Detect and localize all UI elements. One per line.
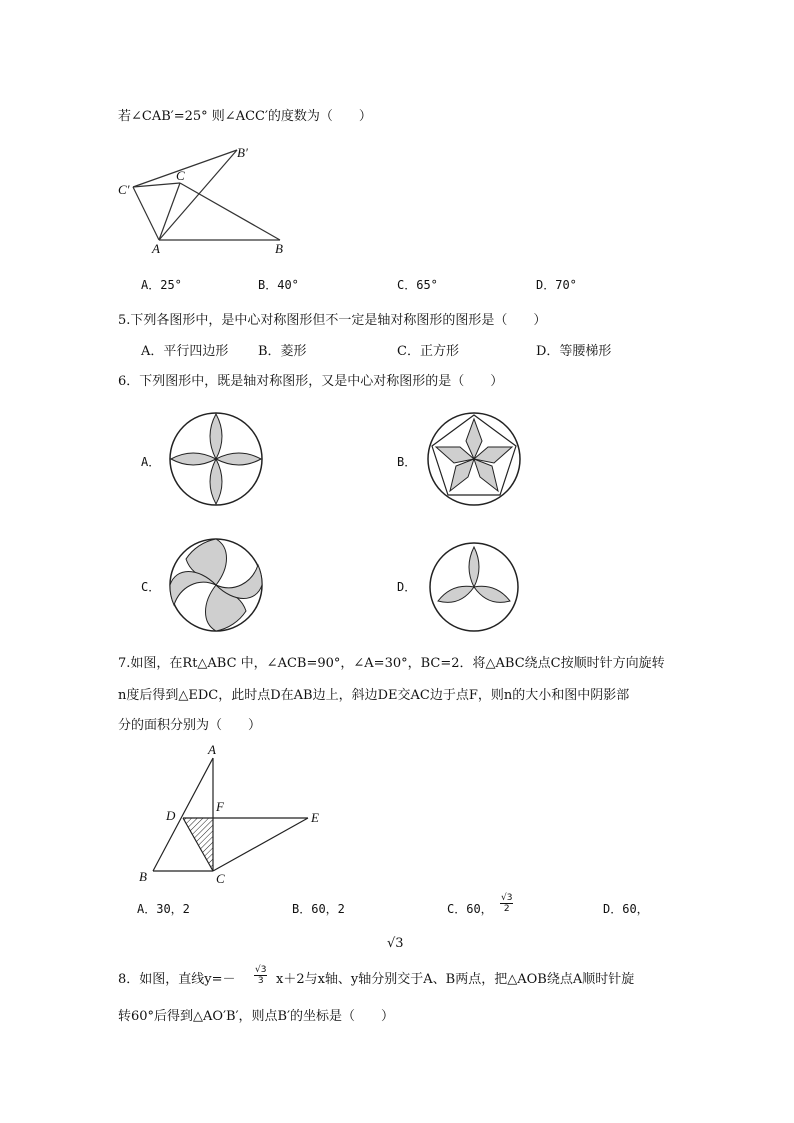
q4-option-c[interactable]: C．65° bbox=[397, 278, 438, 292]
q5-option-a[interactable]: A．平行四边形 bbox=[141, 344, 229, 359]
q6-figure-c-swirl[interactable] bbox=[168, 537, 264, 633]
q4-label-b: B bbox=[275, 241, 283, 256]
q6-figure-b-pentagon-star[interactable] bbox=[426, 411, 522, 507]
q7-stem-line-2: n度后得到△EDC，此时点D在AB边上，斜边DE交AC边于点F，则n的大小和图中阴影部 bbox=[118, 688, 630, 703]
q8-slope-fraction bbox=[254, 965, 267, 986]
q7-stem-line-3: 分的面积分别为（ ） bbox=[118, 718, 262, 733]
q4-option-a[interactable]: A．25° bbox=[141, 278, 182, 292]
q4-label-a: A bbox=[152, 241, 160, 256]
q8-stem-pre: 8．如图，直线y=－ bbox=[118, 972, 236, 987]
q7-label-b: B bbox=[139, 869, 147, 884]
q7-option-d[interactable]: D．60， bbox=[603, 902, 649, 916]
q7-label-a: A bbox=[208, 742, 216, 757]
q8-slope-denominator: 3 bbox=[257, 976, 264, 986]
q8-stem-line-2: 转60°后得到△AO′B′，则点B′的坐标是（ ） bbox=[118, 1009, 395, 1024]
q6-option-c-label[interactable]: C． bbox=[141, 580, 161, 594]
q7-option-c[interactable]: C．60， bbox=[447, 902, 493, 916]
q7-option-c-numerator: √3 bbox=[501, 893, 513, 903]
q4-label-c-prime: C′ bbox=[118, 182, 130, 197]
q5-option-d[interactable]: D．等腰梯形 bbox=[536, 344, 612, 359]
q8-slope-numerator: √3 bbox=[255, 965, 267, 975]
q7-option-a[interactable]: A．30，2 bbox=[137, 902, 190, 916]
q6-option-b-label[interactable]: B． bbox=[397, 455, 417, 469]
q7-label-c: C bbox=[216, 871, 225, 886]
q4-rotation-figure bbox=[110, 140, 310, 260]
q4-label-b-prime: B′ bbox=[237, 145, 248, 160]
q7-option-c-denominator: 2 bbox=[503, 904, 510, 914]
q4-option-d[interactable]: D．70° bbox=[536, 278, 577, 292]
q6-figure-a-four-petals[interactable] bbox=[168, 411, 264, 507]
q4-option-b[interactable]: B．40° bbox=[258, 278, 299, 292]
q7-stem-line-1: 7.如图，在Rt△ABC 中，∠ACB=90°，∠A=30°，BC=2．将△ABC绕点C按顺时针方向旋转 bbox=[118, 656, 665, 671]
q7-label-d: D bbox=[166, 808, 176, 823]
q5-option-c[interactable]: C．正方形 bbox=[397, 344, 459, 359]
q7-option-d-continued: √3 bbox=[387, 936, 404, 951]
q7-option-c-fraction bbox=[500, 893, 513, 914]
q7-label-f: F bbox=[216, 799, 224, 814]
q8-stem-post: x＋2与x轴、y轴分别交于A、B两点，把△AOB绕点A顺时针旋 bbox=[276, 972, 635, 987]
q7-option-b[interactable]: B．60，2 bbox=[292, 902, 345, 916]
q6-option-d-label[interactable]: D． bbox=[397, 580, 417, 594]
q6-figure-d-three-petals[interactable] bbox=[428, 541, 520, 633]
q7-label-e: E bbox=[311, 810, 319, 825]
q5-stem: 5.下列各图形中，是中心对称图形但不一定是轴对称图形的图形是（ ） bbox=[118, 313, 547, 328]
q6-option-a-label[interactable]: A． bbox=[141, 455, 161, 469]
q5-option-b[interactable]: B．菱形 bbox=[258, 344, 307, 359]
q4-label-c: C bbox=[176, 168, 185, 183]
q7-triangle-figure bbox=[130, 738, 330, 888]
q6-stem: 6．下列图形中，既是轴对称图形，又是中心对称图形的是（ ） bbox=[118, 374, 504, 389]
q4-stem: 若∠CAB′=25° 则∠ACC′的度数为（ ） bbox=[118, 109, 372, 124]
